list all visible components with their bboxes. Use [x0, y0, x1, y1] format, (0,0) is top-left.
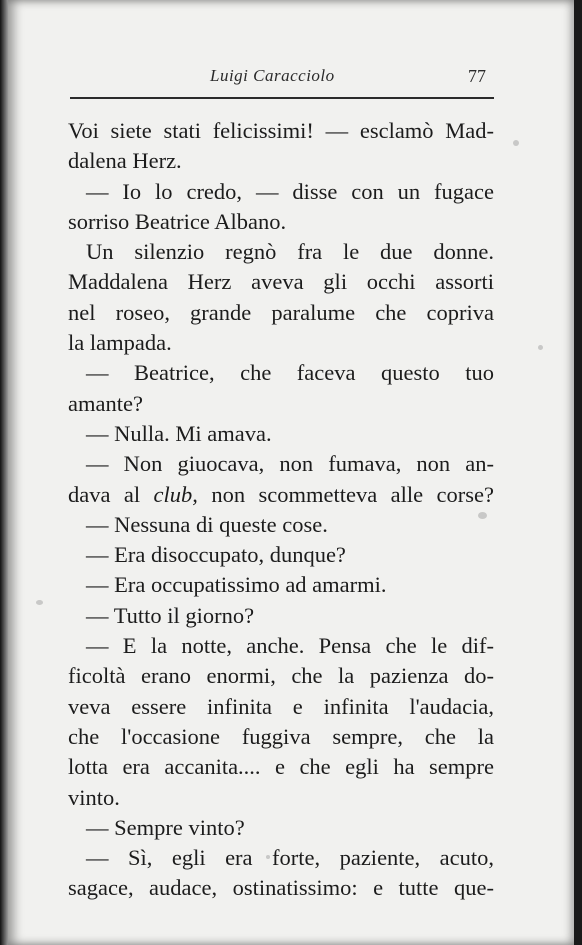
- book-page: [8, 0, 574, 945]
- text-line: la lampada.: [68, 330, 172, 356]
- text-line: veva essere infinita e infinita l'audacia,: [68, 693, 494, 719]
- text-line: amante?: [68, 390, 143, 416]
- paper-speck: [513, 140, 519, 146]
- page-number: 77: [468, 66, 486, 86]
- paper-speck: [538, 345, 543, 350]
- text-line: ficoltà erano enormi, che la pazienza do-: [68, 663, 494, 689]
- text-line: — Nulla. Mi amava.: [86, 420, 272, 446]
- text-line: [68, 480, 494, 510]
- text-line: — E la notte, anche. Pensa che le dif-: [86, 633, 494, 659]
- text-line: sorriso Beatrice Albano.: [68, 208, 287, 234]
- text-line: dalena Herz.: [68, 148, 182, 174]
- paper-speck: [36, 600, 43, 605]
- text-line: Voi siete stati felicissimi! — esclamò Mad-: [68, 118, 494, 143]
- text-line: — Tutto il giorno?: [86, 602, 255, 628]
- text-line: che l'occasione fuggiva sempre, che la: [68, 723, 494, 749]
- header-rule: [70, 97, 494, 99]
- text-line: — Era occupatissimo ad amarmi.: [86, 572, 387, 598]
- paper-speck: [266, 855, 270, 859]
- text-line: — Non giuocava, non fumava, non an-: [86, 451, 494, 477]
- text-line: nel roseo, grande paralume che copriva: [68, 299, 494, 325]
- text-line: — Era disoccupato, dunque?: [86, 542, 346, 568]
- text-line: Maddalena Herz aveva gli occhi assorti: [68, 269, 494, 295]
- text-line: sagace, audace, ostinatissimo: e tutte que-: [68, 875, 494, 901]
- text-line: vinto.: [68, 784, 120, 810]
- text-line: — Io lo credo, — disse con un fugace: [86, 178, 494, 204]
- text-line: Un silenzio regnò fra le due donne.: [86, 239, 494, 265]
- text-line: — Sempre vinto?: [86, 814, 245, 840]
- text-line: — Sì, egli era forte, paziente, acuto,: [86, 845, 494, 871]
- club-line-text: dava al club, non scommetteva alle corse?: [68, 481, 494, 507]
- running-head: Luigi Caracciolo: [210, 66, 335, 85]
- text-line: — Beatrice, che faceva questo tuo: [86, 360, 494, 386]
- text-line: lotta era accanita.... e che egli ha sempre: [68, 754, 494, 780]
- text-line: — Nessuna di queste cose.: [86, 511, 328, 537]
- page-header: [68, 62, 494, 90]
- paper-speck: [478, 512, 487, 519]
- body-text: [68, 116, 494, 904]
